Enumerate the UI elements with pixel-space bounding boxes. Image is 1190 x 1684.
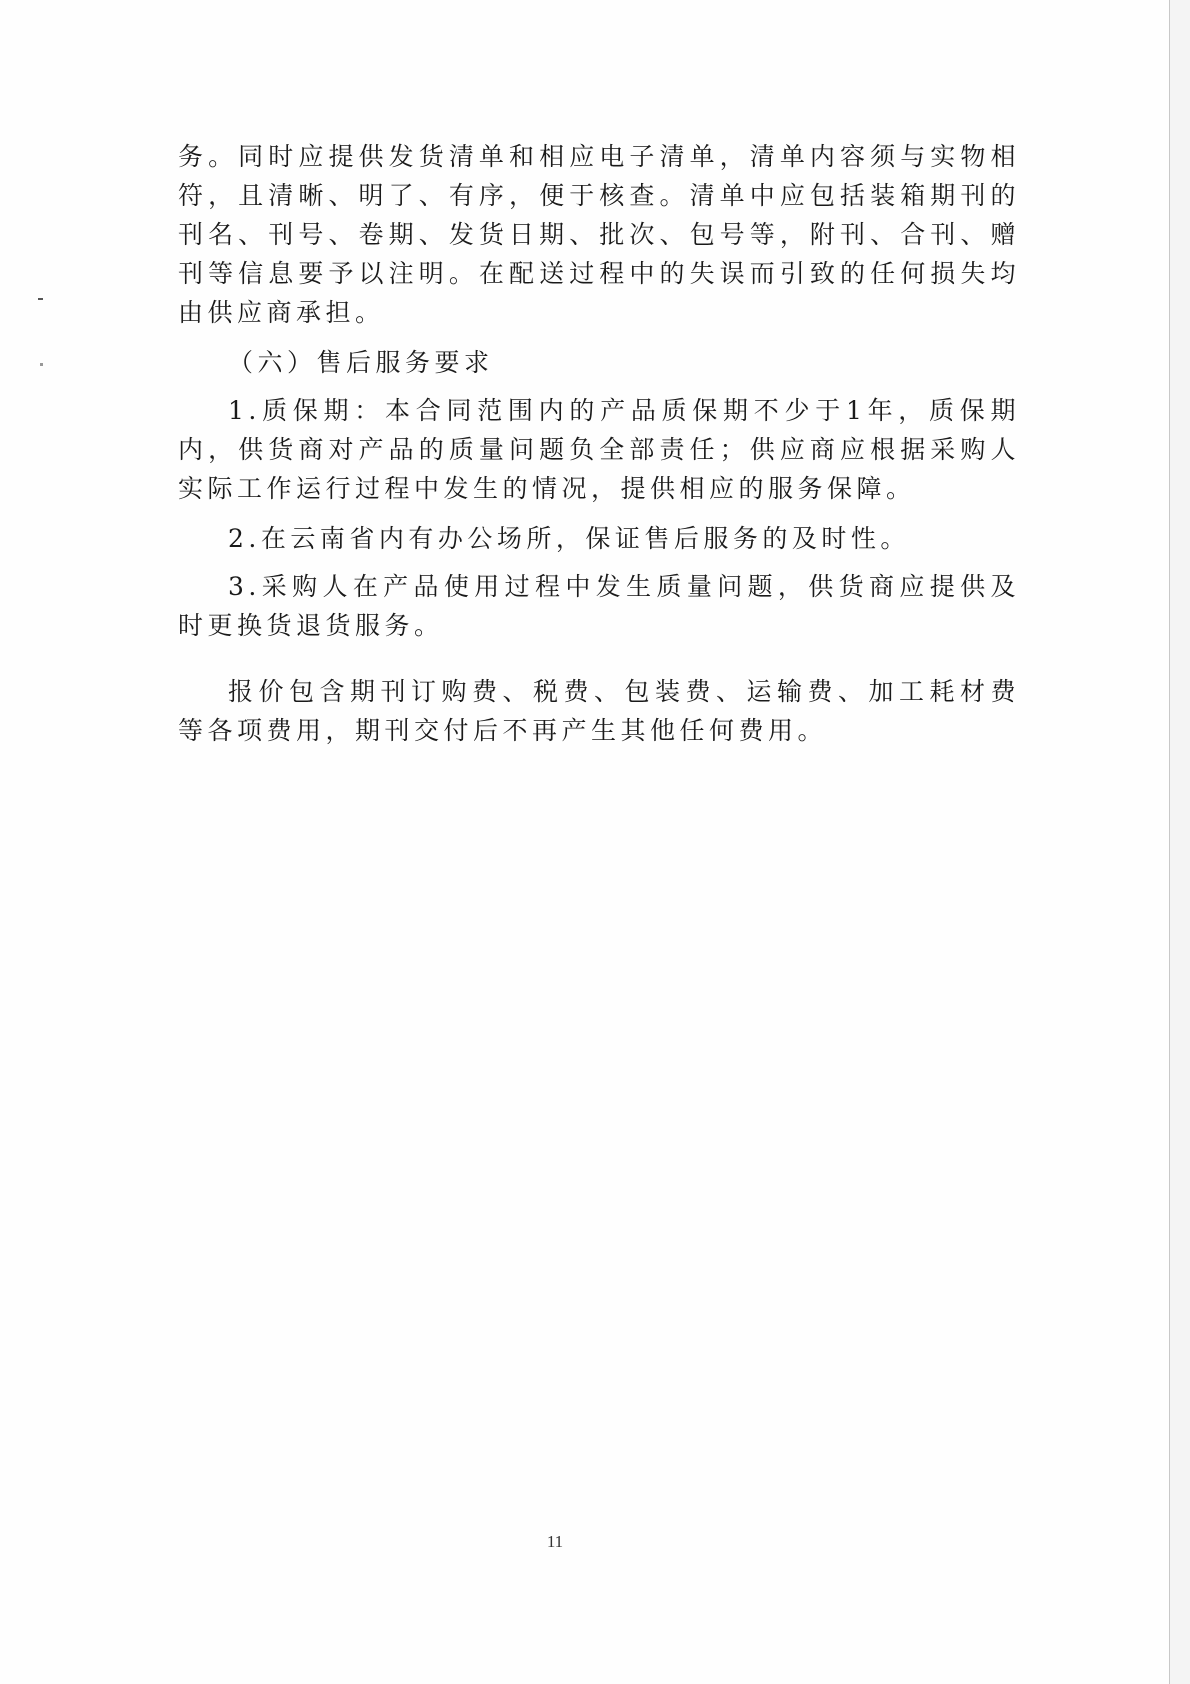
scan-speck xyxy=(40,363,43,366)
document-body xyxy=(178,137,1020,761)
paragraph-pricing: 报价包含期刊订购费、税费、包装费、运输费、加工耗材费等各项费用，期刊交付后不再产生其他任何费用。 xyxy=(178,677,1020,745)
section-heading-after-sales: （六）售后服务要求 xyxy=(228,348,494,377)
paragraph-delivery-list: 务。同时应提供发货清单和相应电子清单，清单内容须与实物相符，且清晰、明了、有序，便于核查。清单中应包括装箱期刊的刊名、刊号、卷期、发货日期、批次、包号等，附刊、合刊、赠刊等信息要予以注明。在配送过程中的失误而引致的任何损失均由供应商承担。 xyxy=(178,142,1020,327)
page-number: 11 xyxy=(546,1532,564,1551)
scan-edge-line xyxy=(1169,0,1170,1684)
scan-margin xyxy=(1170,0,1190,1684)
paragraph-local-office: 2.在云南省内有办公场所，保证售后服务的及时性。 xyxy=(228,524,910,553)
paragraph-replacement: 3.采购人在产品使用过程中发生质量问题，供货商应提供及时更换货退货服务。 xyxy=(178,572,1020,640)
paragraph-warranty: 1.质保期：本合同范围内的产品质保期不少于1年，质保期内，供货商对产品的质量问题负全部责任；供应商应根据采购人实际工作运行过程中发生的情况，提供相应的服务保障。 xyxy=(178,396,1020,503)
scan-speck xyxy=(38,298,43,300)
